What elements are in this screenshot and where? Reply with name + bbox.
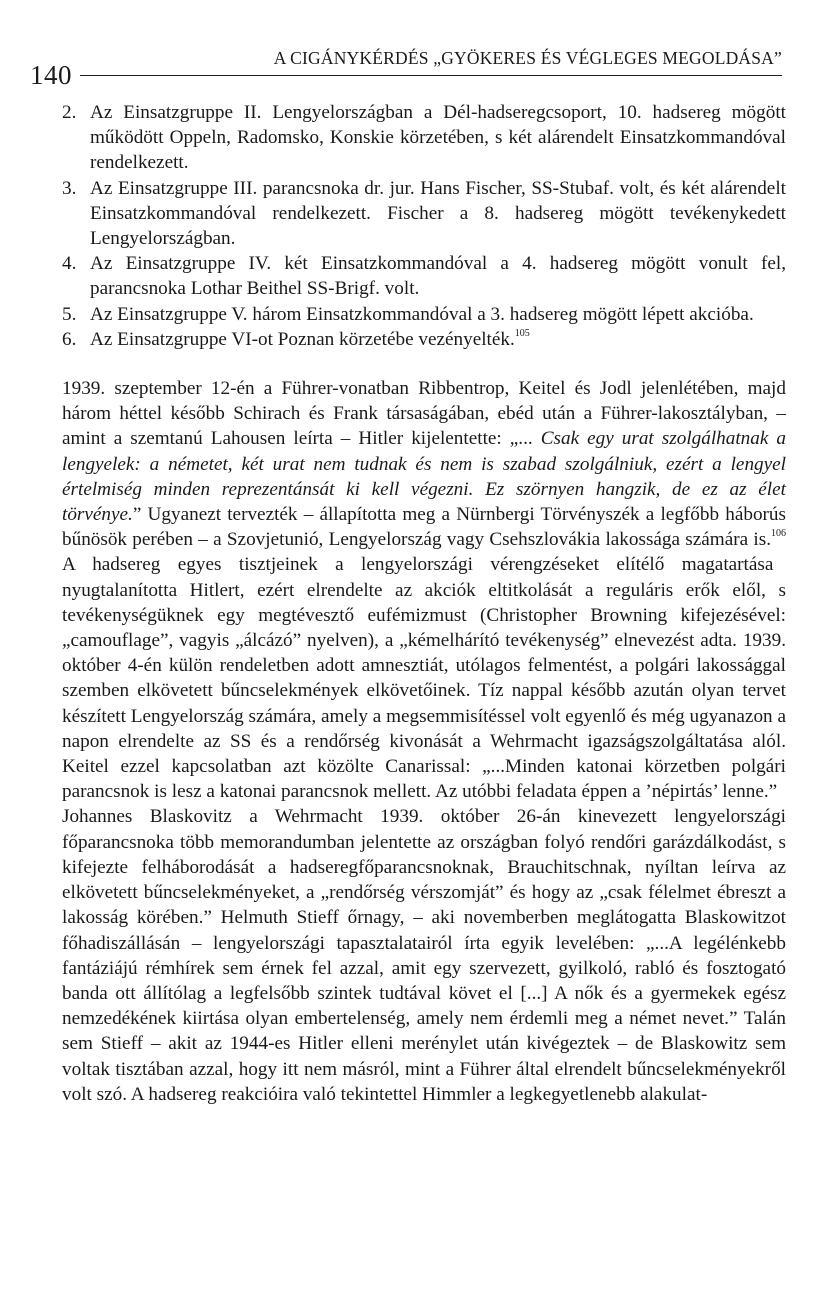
list-item-number: 5. xyxy=(62,303,77,325)
list-item xyxy=(62,327,786,352)
list-item-text: Az Einsatzgruppe IV. két Einsatzkommandóval a 4. hadsereg mögött vonult fel, parancsnoka Lothar Beithel SS-Brigf. volt. xyxy=(90,253,786,300)
list-item xyxy=(62,176,786,252)
running-title: A CIGÁNYKÉRDÉS „GYÖKERES ÉS VÉGLEGES MEGOLDÁSA” xyxy=(273,48,782,68)
paragraph-1-text-end: A hadsereg egyes tisztjeinek a lengyelországi vérengzéseket elítélő magatartása nyugtalanította Hitlert, ezért elrendelte az akciók eltitkolását a reguláris erők elől, s tevékenységüknek egy megtévesztő eufémizmust (Christopher Browning kifejezésével: „camouflage”, vagyis „álcázó” nyelven), a „kémelhárító tevékenység” elnevezést adta. 1939. október 4-én külön rendeletben adott amnesztiát, utólagos felmentést, a polgári lakossággal szemben elkövetett bűncselekmények elkövetőinek. Tíz nappal később azután olyan tervet készített Lengyelország számára, amely a megsemmisítéssel volt egyenlő és még ugyanazon a napon elrendelte az SS és a rendőrség kivonását a Wehrmacht igazságszolgáltatása alól. Keitel ezzel kapcsolatban azt közölte Canarissal: „...Minden katonai körzetben polgári parancsnok is lesz a katonai parancsnok mellett. Az utóbbi feladata éppen a ’népirtás’ lenne.” xyxy=(62,554,786,803)
page-number: 140 xyxy=(30,60,72,90)
paragraph-1 xyxy=(62,376,786,804)
paragraph-1-text: 1939. szeptember 12-én a Führer-vonatban Ribbentrop, Keitel és Jodl jelenlétében, majd három héttel később Schirach és Frank társaságában, ebéd után a Führer-lakosztályban, – amint a szemtanú Lahousen leírta – Hitler kijelentette: „... xyxy=(62,378,786,450)
list-item-text: Az Einsatzgruppe V. három Einsatzkommandóval a 3. hadsereg mögött lépett akcióba. xyxy=(90,303,754,325)
header-rule xyxy=(80,75,782,76)
list-item-number: 4. xyxy=(62,253,77,275)
einsatzgruppe-list xyxy=(62,100,786,352)
body-text xyxy=(62,100,786,1107)
paragraph-1-text-continued: ” Ugyanezt tervezték – állapította meg a Nürnbergi Törvényszék a legfőbb háborús bűnösök perében – a Szovjetunió, Lengyelország vagy Csehszlovákia lakossága számára is. xyxy=(62,504,786,551)
footnote-marker: 106 xyxy=(771,528,786,540)
list-item-number: 6. xyxy=(62,328,77,350)
hitler-quote: Csak egy urat szolgálhatnak a lengyelek: a németet, két urat nem tudnak és nem is szabad szolgálniuk, ezért a lengyel értelmiség minden reprezentánsát ki kell végezni. Ez szörnyen hangzik, de ez az élet törvénye. xyxy=(62,428,787,526)
paragraph-2 xyxy=(62,804,786,1106)
list-item xyxy=(62,251,786,301)
list-item-number: 3. xyxy=(62,177,77,199)
paragraph-2-text: Johannes Blaskovitz a Wehrmacht 1939. október 26-án kinevezett lengyelországi főparancsnoka több memorandumban jelentette az országban folyó rendőri garázdálkodást, s kifejezte felháborodását a hadseregfőparancsnoknak, Brauchitschnak, nyíltan leírva az elkövetett bűncselekményeket, a „rendőrség vérszomját” és hogy az „csak félelmet ébreszt a lakosság körében.” Helmuth Stieff őrnagy, – aki novemberben meglátogatta Blaskowitzot főhadiszállásán – lengyelországi tapasztalatairól írta egyik levelében: „...A legélénkebb fantáziájú rémhírek sem érnek fel azzal, amit egy szervezett, gyilkoló, rabló és fosztogató banda ott állítólag a legfelsőbb szintek tudtával követ el [...] A nők és a gyermekek egész nemzedékének kiirtása olyan embertelenség, amely nem érdemli meg a német nevet.” Talán sem Stieff – akit az 1944-es Hitler elleni merénylet után kivégeztek – de Blaskowitz sem voltak tisztában azzal, hogy itt nem másról, mint a Führer által elrendelt bűncselekményekről volt szó. A hadsereg reakcióira való tekintettel Himmler a legkegyetlenebb alakulat- xyxy=(62,806,786,1105)
footnote-marker: 105 xyxy=(514,327,530,339)
list-item-text: Az Einsatzgruppe VI-ot Poznan körzetébe vezényelték. xyxy=(90,328,515,350)
page-header xyxy=(30,48,782,88)
list-item xyxy=(62,100,786,176)
list-item-number: 2. xyxy=(62,102,77,123)
list-item-text: Az Einsatzgruppe III. parancsnoka dr. jur. Hans Fischer, SS-Stubaf. volt, és két alárendelt Einsatzkommandóval rendelkezett. Fischer a 8. hadsereg mögött tevékenykedett Lengyelországban. xyxy=(90,177,786,250)
list-item-text: Az Einsatzgruppe II. Lengyelországban a Dél-hadseregcsoport, 10. hadsereg mögött működött Oppeln, Radomsko, Konskie körzetében, s két alárendelt Einsatzkommandóval rendelkezett. xyxy=(90,102,786,174)
list-item xyxy=(62,302,786,327)
